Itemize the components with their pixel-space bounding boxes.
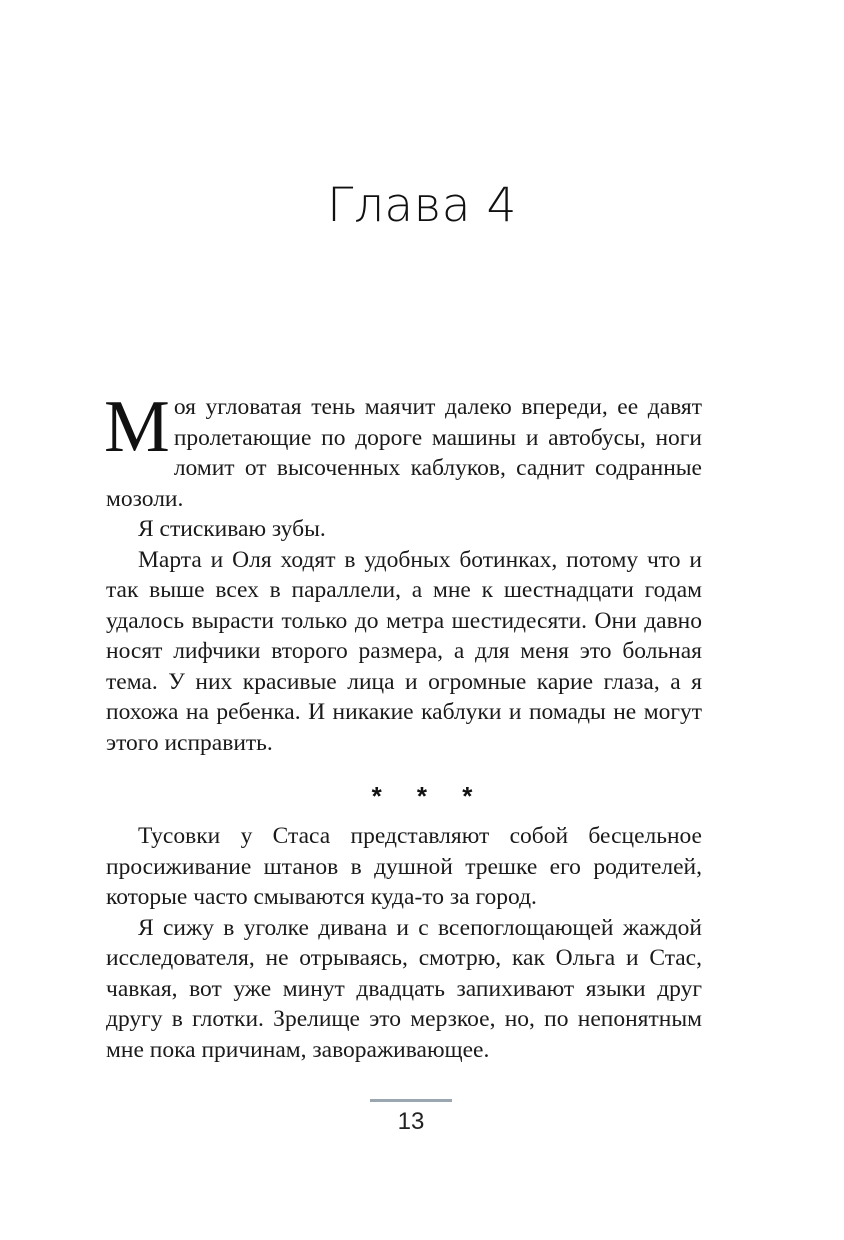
paragraph-3: Марта и Оля ходят в удобных ботинках, потому что и так выше всех в параллели, а мне к шестнадцати годам удалось вырасти только до метра шестидесяти. Они давно носят лифчики второго размера, а для меня это больная тема. У них красивые лица и огромные карие глаза, а я похожа на ребенка. И никакие каблуки и помады не могут этого исправить. xyxy=(106,546,702,756)
paragraph-1 xyxy=(104,386,702,514)
paragraph-4: Тусовки у Стаса представляют собой бесцельное просиживание штанов в душной трешке его родителей, которые часто смываются куда-то за город. xyxy=(106,823,702,910)
paragraph-5: Я сижу в уголке дивана и с всепоглощающей жаждой исследователя, не отрываясь, смотрю, как Ольга и Стас, чавкая, вот уже минут двадцать запихивают языки друг другу в глотки. Зрелище это мерзкое, но, по непонятным мне пока причинам, завораживающее. xyxy=(106,914,702,1063)
page-number-rule xyxy=(370,1099,452,1102)
section-2-text xyxy=(106,821,702,1065)
page-number: 13 xyxy=(397,1108,425,1135)
paragraph-1-text: оя угловатая тень маячит далеко впереди, ее давят пролетающие по дороге машины и автобусы, ноги ломит от высоченных каблуков, саднит содранные мозоли. xyxy=(106,394,702,512)
drop-cap: М xyxy=(104,386,170,468)
chapter-title: Глава 4 xyxy=(327,178,517,233)
section-1-text xyxy=(104,386,702,758)
section-separator: * * * xyxy=(371,781,487,811)
paragraph-2: Я стискиваю зубы. xyxy=(138,516,326,542)
